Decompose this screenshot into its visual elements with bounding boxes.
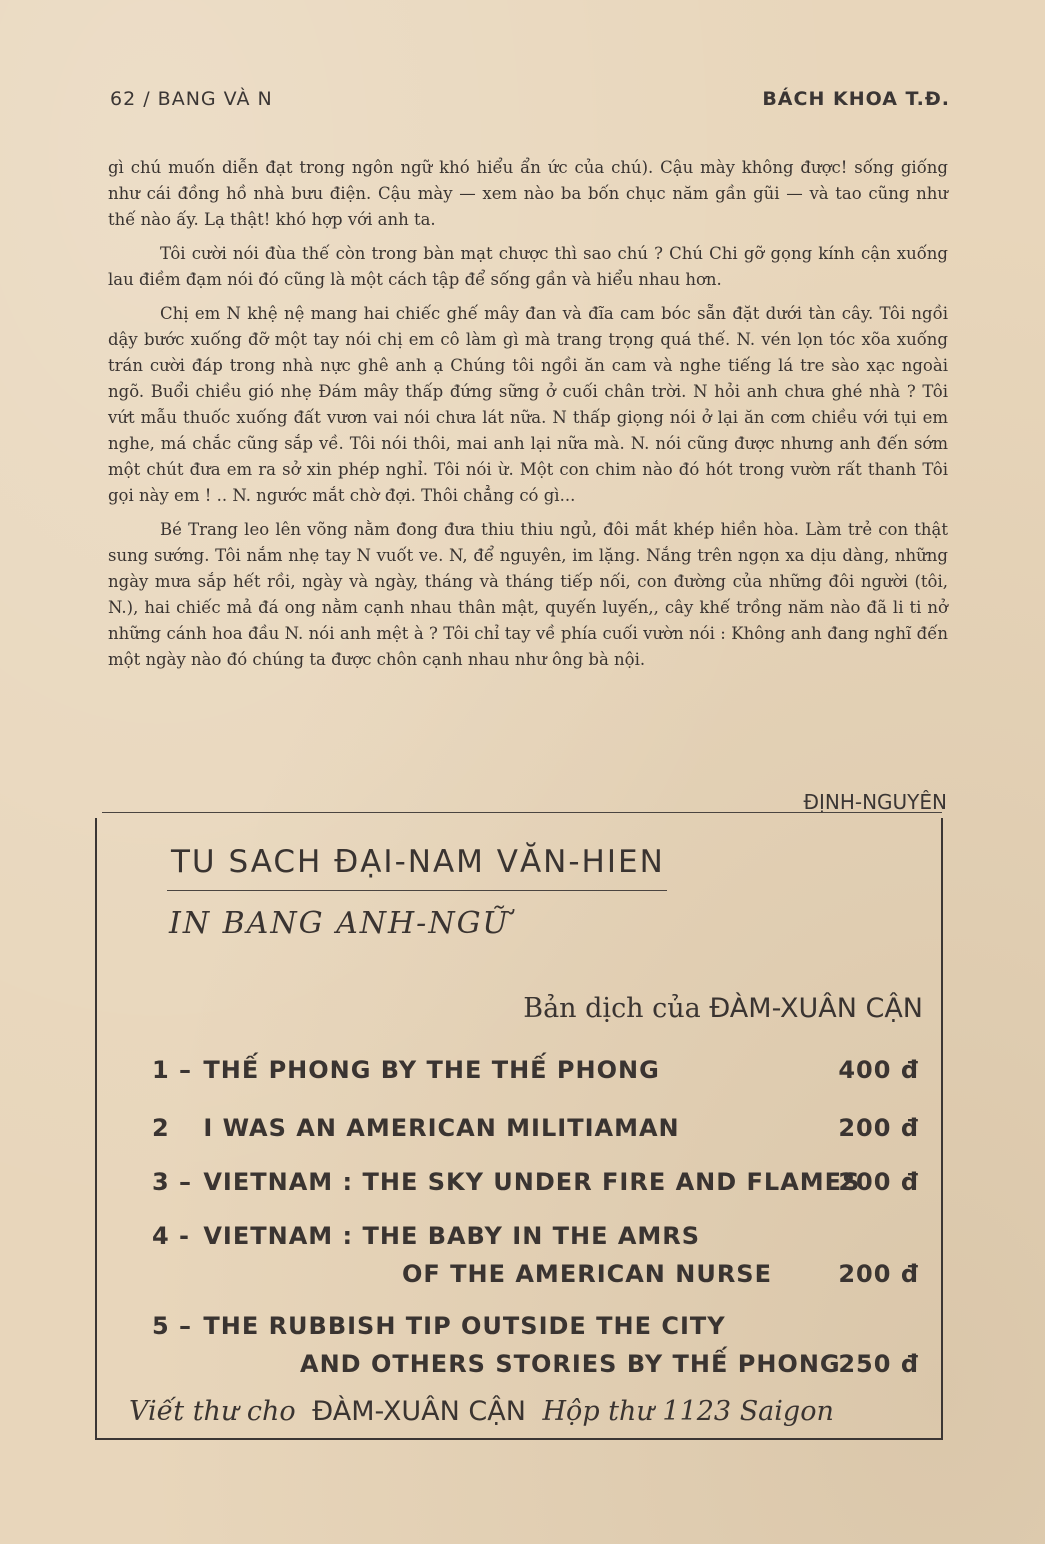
page-header (110, 88, 950, 116)
book-title: THẾ PHONG BY THE THẾ PHONG (203, 1056, 660, 1084)
footer-mailbox: Hộp thư 1123 Saigon (542, 1396, 834, 1427)
header-right: BÁCH KHOA T.Đ. (762, 88, 950, 110)
book-title: I WAS AN AMERICAN MILITIAMAN (203, 1114, 680, 1142)
book-number: 4 - (152, 1222, 191, 1250)
translator-prefix: Bản dịch của (523, 993, 701, 1024)
paragraph: Chị em N khệ nệ mang hai chiếc ghế mây đan và đĩa cam bóc sẵn đặt dưới tàn cây. Tôi ngồi dậy bước xuống đỡ một tay nói chị em cô làm gì mà trang trọng quá thế. N. vén lọn tóc xõa xuống trán cười đáp trong nhà nực ghê anh ạ Chúng tôi ngồi ăn cam và nghe tiếng lá tre sào xạc ngoài ngõ. Buổi chiều gió nhẹ Đám mây thấp đứng sững ở cuối chân trời. N hỏi anh chưa ghé nhà ? Tôi vứt mẫu thuốc xuống đất vươn vai nói chưa lát nữa. N thấp giọng nói ở lại ăn cơm chiều với tụi em nghe, má chắc cũng sắp về. Tôi nói thôi, mai anh lại nữa mà. N. nói cũng được nhưng anh đến sớm một chút đưa em ra sở xin phép nghỉ. Tôi nói ừ. Một con chim nào đó hót trong vườn rất thanh Tôi gọi này em ! .. N. ngước mắt chờ đợi. Thôi chẳng có gì... (108, 304, 948, 505)
translator-name: ĐÀM-XUÂN CẬN (709, 993, 923, 1024)
book-price: 250 đ (838, 1350, 919, 1378)
book-item (152, 1056, 919, 1084)
book-title: THE RUBBISH TIP OUTSIDE THE CITY (203, 1312, 726, 1340)
translator-line (523, 993, 923, 1024)
book-price: 200 đ (838, 1260, 919, 1288)
paragraph: Bé Trang leo lên võng nằm đong đưa thiu thiu ngủ, đôi mắt khép hiền hòa. Làm trẻ con thật sung sướng. Tôi nắm nhẹ tay N vuốt ve. N, để nguyên, im lặng. Nắng trên ngọn xa dịu dàng, những ngày mưa sắp hết rồi, ngày và ngày, tháng và tháng tiếp nối, con đường của những đôi người (tôi, N.), hai chiếc mả đá ong nằm cạnh nhau thân mật, quyến luyến,, cây khế trồng năm nào đã li ti nở những cánh hoa đầu N. nói anh mệt à ? Tôi chỉ tay về phía cuối vườn nói : Không anh đang nghĩ đến một ngày nào đó chúng ta được chôn cạnh nhau như ông bà nội. (108, 520, 948, 669)
book-number: 3 – (152, 1168, 193, 1196)
ad-divider (167, 890, 667, 891)
book-number: 2 (152, 1114, 170, 1142)
book-number: 5 – (152, 1312, 193, 1340)
book-title-continued (152, 1350, 919, 1378)
book-price: 200 đ (838, 1168, 919, 1196)
footer-name: ĐÀM-XUÂN CẬN (312, 1396, 526, 1427)
book-item (152, 1312, 919, 1378)
paragraph: Tôi cười nói đùa thế còn trong bàn mạt chược thì sao chú ? Chú Chi gỡ gọng kính cận xuống lau điềm đạm nói đó cũng là một cách tập để sống gần và hiểu nhau hơn. (108, 244, 948, 289)
divider (102, 812, 942, 813)
footer-write-to: Viết thư cho (129, 1396, 296, 1427)
book-price: 400 đ (838, 1056, 919, 1084)
book-item (152, 1168, 919, 1196)
book-item (152, 1114, 919, 1142)
book-number: 1 – (152, 1056, 193, 1084)
book-price: 200 đ (838, 1114, 919, 1142)
book-title-line2: OF THE AMERICAN NURSE (402, 1260, 772, 1288)
book-title-continued (152, 1260, 919, 1288)
book-item (152, 1222, 919, 1288)
book-title-line2: AND OTHERS STORIES BY THẾ PHONG (300, 1350, 841, 1378)
story-text (108, 155, 948, 681)
paragraph: gì chú muốn diễn đạt trong ngôn ngữ khó hiểu ẩn ức của chú). Cậu mày không được! sống giống như cái đồng hồ nhà bưu điện. Cậu mày — xem nào ba bốn chục năm gần gũi — và tao cũng như thế nào ấy. Lạ thật! khó hợp với anh ta. (108, 158, 948, 229)
book-title: VIETNAM : THE SKY UNDER FIRE AND FLAMES (203, 1168, 861, 1196)
ad-footer (129, 1396, 901, 1427)
header-left: 62 / BANG VÀ N (110, 88, 273, 110)
book-advertisement (95, 818, 943, 1440)
ad-title: TU SACH ĐẠI-NAM VĂN-HIEN (171, 844, 665, 880)
ad-subtitle: IN BANG ANH-NGỮ (169, 906, 510, 941)
author-signature: ĐỊNH-NGUYÊN (803, 790, 947, 814)
book-title: VIETNAM : THE BABY IN THE AMRS (203, 1222, 701, 1250)
